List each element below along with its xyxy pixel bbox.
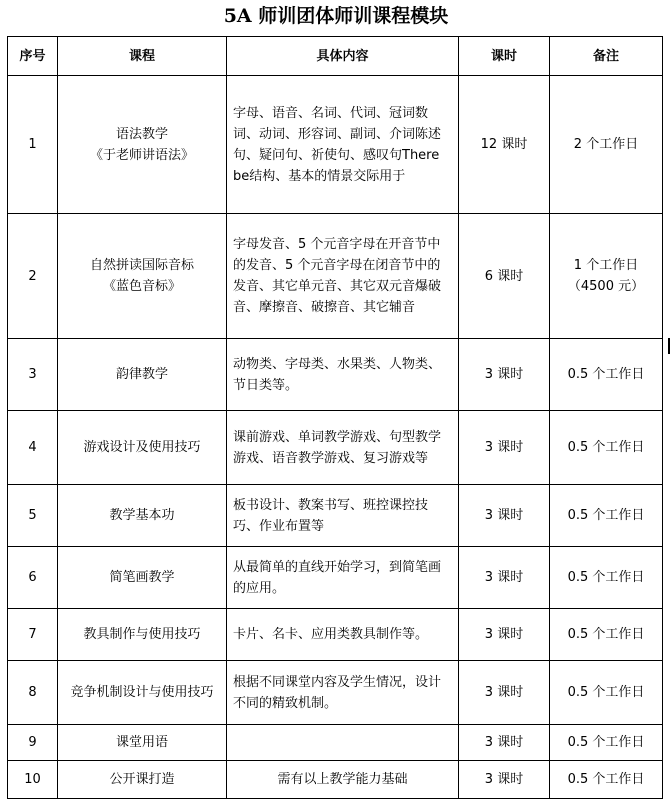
cell-course xyxy=(58,609,227,661)
cell-hours: 6 课时 xyxy=(459,214,550,339)
cell-content xyxy=(227,725,459,761)
cell-note xyxy=(550,725,663,761)
cell-no: 8 xyxy=(8,661,58,725)
course-line: 《于老师讲语法》 xyxy=(89,147,194,163)
note-line: 1 个工作日 xyxy=(573,258,639,273)
cell-content: 从最简单的直线开始学习，到简笔画的应用。 xyxy=(227,547,459,609)
cell-content: 动物类、字母类、水果类、人物类、节日类等。 xyxy=(227,339,459,411)
cell-no: 6 xyxy=(8,547,58,609)
note-line: 0.5 个工作日 xyxy=(567,367,645,382)
table-header-row xyxy=(8,37,663,76)
note-line: 0.5 个工作日 xyxy=(567,508,645,523)
header-content: 具体内容 xyxy=(227,37,459,76)
cell-note xyxy=(550,214,663,339)
cell-content: 课前游戏、单词教学游戏、句型教学游戏、语音教学游戏、复习游戏等 xyxy=(227,411,459,485)
table-row xyxy=(8,661,663,725)
cell-no: 10 xyxy=(8,761,58,799)
cell-hours: 3 课时 xyxy=(459,609,550,661)
cell-hours: 3 课时 xyxy=(459,411,550,485)
cell-note xyxy=(550,609,663,661)
cell-content: 字母、语音、名词、代词、冠词数词、动词、形容词、副词、介词陈述句、疑问句、祈使句、感叹句There be结构、基本的情景交际用于 xyxy=(227,76,459,214)
cell-course xyxy=(58,725,227,761)
cell-note xyxy=(550,761,663,799)
note-line: 0.5 个工作日 xyxy=(567,685,645,700)
table-row xyxy=(8,485,663,547)
cell-course xyxy=(58,76,227,214)
course-line: 自然拼读国际音标 xyxy=(89,258,194,273)
cell-course xyxy=(58,485,227,547)
course-line: 《蓝色音标》 xyxy=(102,279,181,294)
cell-hours: 3 课时 xyxy=(459,485,550,547)
cell-hours: 3 课时 xyxy=(459,725,550,761)
cell-content: 根据不同课堂内容及学生情况，设计不同的精致机制。 xyxy=(227,661,459,725)
cell-hours: 3 课时 xyxy=(459,547,550,609)
course-line: 公开课打造 xyxy=(109,772,175,787)
cell-course xyxy=(58,761,227,799)
cell-content: 卡片、名卡、应用类教具制作等。 xyxy=(227,609,459,661)
cell-note xyxy=(550,547,663,609)
cell-hours: 3 课时 xyxy=(459,339,550,411)
cell-course xyxy=(58,214,227,339)
header-course: 课程 xyxy=(58,37,227,76)
document-title: 5A 师训团体师训课程模块 xyxy=(223,5,449,27)
table-row xyxy=(8,339,663,411)
cell-note xyxy=(550,661,663,725)
cell-no: 9 xyxy=(8,725,58,761)
cell-course xyxy=(58,661,227,725)
cell-note xyxy=(550,339,663,411)
cell-no: 4 xyxy=(8,411,58,485)
table-row xyxy=(8,76,663,214)
cell-note xyxy=(550,76,663,214)
course-line: 韵律教学 xyxy=(115,367,168,382)
cell-content: 板书设计、教案书写、班控课控技巧、作业布置等 xyxy=(227,485,459,547)
note-line: （4500 元） xyxy=(567,279,645,294)
table-row xyxy=(8,214,663,339)
course-line: 教学基本功 xyxy=(109,508,175,523)
text-cursor xyxy=(668,338,670,354)
cell-no: 1 xyxy=(8,76,58,214)
cell-no: 7 xyxy=(8,609,58,661)
course-table xyxy=(7,36,663,799)
course-line: 课堂用语 xyxy=(115,735,168,750)
note-line: 0.5 个工作日 xyxy=(567,570,645,585)
course-line: 简笔画教学 xyxy=(109,570,175,585)
note-line: 0.5 个工作日 xyxy=(567,627,645,642)
note-line: 0.5 个工作日 xyxy=(567,735,645,750)
note-line: 2 个工作日 xyxy=(573,137,639,152)
table-row xyxy=(8,725,663,761)
table-row xyxy=(8,761,663,799)
course-line: 教具制作与使用技巧 xyxy=(83,627,201,642)
cell-content: 字母发音、5 个元音字母在开音节中的发音、5 个元音字母在闭音节中的发音、其它单元音、其它双元音爆破音、摩擦音、破擦音、其它辅音 xyxy=(227,214,459,339)
cell-hours: 3 课时 xyxy=(459,661,550,725)
header-hours: 课时 xyxy=(459,37,550,76)
cell-hours: 3 课时 xyxy=(459,761,550,799)
table-row xyxy=(8,547,663,609)
cell-course xyxy=(58,339,227,411)
course-line: 语法教学 xyxy=(115,126,168,142)
cell-content: 需有以上教学能力基础 xyxy=(227,761,459,799)
cell-course xyxy=(58,411,227,485)
cell-hours: 12 课时 xyxy=(459,76,550,214)
course-line: 竞争机制设计与使用技巧 xyxy=(70,685,214,700)
note-line: 0.5 个工作日 xyxy=(567,440,645,455)
cell-note xyxy=(550,485,663,547)
cell-no: 3 xyxy=(8,339,58,411)
cell-course xyxy=(58,547,227,609)
note-line: 0.5 个工作日 xyxy=(567,772,645,787)
table-row xyxy=(8,411,663,485)
cell-note xyxy=(550,411,663,485)
header-no: 序号 xyxy=(8,37,58,76)
cell-no: 5 xyxy=(8,485,58,547)
table-row xyxy=(8,609,663,661)
cell-no: 2 xyxy=(8,214,58,339)
header-note: 备注 xyxy=(550,37,663,76)
course-line: 游戏设计及使用技巧 xyxy=(83,440,201,455)
